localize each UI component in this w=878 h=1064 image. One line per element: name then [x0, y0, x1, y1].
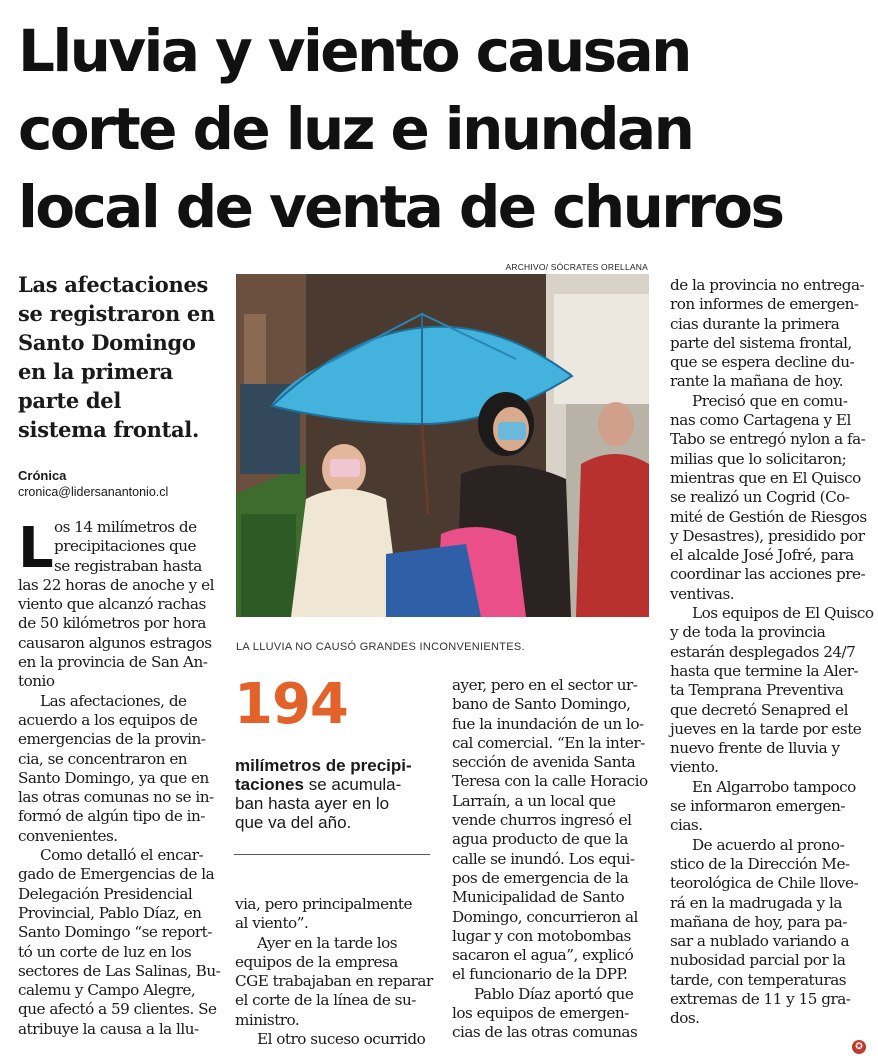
body-line: que decretó Senapred el	[670, 700, 848, 719]
body-line: tarde, con temperaturas	[670, 970, 847, 989]
body-line: teorológica de Chile llove-	[670, 874, 859, 893]
body-line: ministro.	[235, 1010, 300, 1029]
body-line: los equipos de emergen-	[452, 1004, 629, 1023]
body-line: y de toda la provincia	[670, 623, 826, 642]
body-line: el corte de la línea de su-	[235, 991, 416, 1010]
body-line: nubosidad parcial por la	[670, 951, 846, 970]
body-line: Delegación Presidencial	[18, 884, 193, 903]
body-line: viento que alcanzó rachas	[18, 595, 206, 614]
body-line: causaron algunos estragos	[18, 633, 212, 652]
highlight-text-bold: taciones	[235, 775, 304, 794]
photo-caption: LA LLUVIA NO CAUSÓ GRANDES INCONVENIENTES.	[236, 641, 525, 653]
body-line: coordinar las acciones pre-	[670, 565, 866, 584]
body-line: ayer, pero en el sector ur-	[452, 676, 638, 694]
body-line: de 50 kilómetros por hora	[18, 614, 206, 633]
deck	[18, 270, 218, 444]
highlight-text-part: que va del año.	[235, 813, 352, 832]
body-line: cias durante la primera	[670, 314, 840, 333]
body-line: emergencias de la provin-	[18, 730, 206, 749]
body-line: al viento”.	[235, 914, 309, 933]
body-line: se informaron emergen-	[670, 797, 846, 816]
body-line: mientras que en El Quisco	[670, 468, 861, 487]
body-line: CGE trabajaban en reparar	[235, 972, 433, 991]
body-line: que afectó a 59 clientes. Se	[18, 1000, 217, 1019]
body-line: Tabo se entregó nylon a fa-	[670, 430, 866, 449]
body-line: extremas de 11 y 15 gra-	[670, 989, 851, 1008]
body-line: nuevo frente de lluvia y	[670, 739, 840, 758]
body-line: mité de Gestión de Riesgos	[670, 507, 867, 526]
deck-line: en la primera	[18, 359, 173, 384]
body-line: sección de avenida Santa	[452, 753, 636, 772]
deck-line: se registraron en	[18, 301, 215, 326]
byline-section: Crónica	[18, 468, 67, 483]
body-line: En Algarrobo tampoco	[692, 777, 856, 796]
body-line: gado de Emergencias de la	[18, 865, 215, 884]
star-icon: ✪	[852, 1040, 866, 1054]
body-line: lugar y con motobombas	[452, 926, 631, 945]
body-line: tó un corte de luz en los	[18, 942, 192, 961]
body-line: Larraín, a un local que	[452, 791, 616, 810]
body-line: jueves en la tarde por este	[670, 719, 862, 738]
body-line: cias de las otras comunas	[452, 1023, 638, 1042]
body-line: vende churros ingresó el	[452, 811, 632, 830]
headline-line: corte de luz e inundan	[18, 95, 693, 163]
byline-email[interactable]: cronica@lidersanantonio.cl	[18, 485, 169, 499]
headline	[18, 12, 868, 246]
body-line: mañana de hoy, para pa-	[670, 912, 847, 931]
body-line: Los equipos de El Quisco	[692, 604, 874, 623]
body-line: cia, se concentraron en	[18, 749, 188, 768]
body-line: Pablo Díaz aportó que	[474, 984, 634, 1003]
body-line: ventivas.	[670, 584, 735, 603]
body-line: via, pero principalmente	[235, 895, 412, 913]
headline-line: Lluvia y viento causan	[18, 17, 690, 85]
body-line: sar a nublado variando a	[670, 932, 850, 951]
drop-cap: L	[18, 516, 54, 581]
body-line: Ayer en la tarde los	[257, 933, 398, 952]
byline	[18, 468, 168, 500]
body-line: convenientes.	[18, 826, 118, 845]
body-line: milias que lo solicitaron;	[670, 449, 847, 468]
headline-line: local de venta de churros	[18, 173, 783, 241]
body-line: calle se inundó. Los equi-	[452, 849, 635, 868]
highlight-text-part: se acumula-	[303, 775, 402, 794]
deck-line: Las afectaciones	[18, 272, 209, 297]
deck-line: sistema frontal.	[18, 417, 199, 442]
body-line: Domingo, concurrieron al	[452, 907, 638, 926]
body-column-1	[18, 518, 221, 1039]
body-line: hasta que termine la Aler-	[670, 661, 859, 680]
body-line: os 14 milímetros de	[54, 518, 197, 536]
body-line: sacaron el agua”, explicó	[452, 946, 634, 965]
body-line: ta Temprana Preventiva	[670, 681, 844, 700]
highlight-number: 194	[234, 672, 348, 737]
body-line: las 22 horas de anoche y el	[18, 575, 214, 594]
body-line: Precisó que en comu-	[692, 391, 848, 410]
body-line: cias.	[670, 816, 703, 835]
body-column-2	[235, 895, 433, 1049]
body-line: calemu y Campo Alegre,	[18, 981, 196, 1000]
body-line: stico de la Dirección Me-	[670, 854, 850, 873]
body-line: equipos de la empresa	[235, 952, 398, 971]
body-line: Las afectaciones, de	[40, 691, 187, 710]
deck-line: Santo Domingo	[18, 330, 196, 355]
body-line: Santo Domingo “se report-	[18, 923, 212, 942]
body-line: atribuye la causa a la llu-	[18, 1019, 199, 1038]
body-line: parte del sistema frontal,	[670, 333, 852, 352]
body-line: rá en la madrugada y la	[670, 893, 842, 912]
body-line: ron informes de emergen-	[670, 295, 859, 314]
deck-line: parte del	[18, 388, 122, 413]
body-line: agua producto de que la	[452, 830, 628, 849]
body-line: acuerdo a los equipos de	[18, 710, 198, 729]
body-column-4	[670, 276, 874, 1029]
body-line: que se espera decline du-	[670, 353, 855, 372]
photo-illustration	[236, 274, 649, 617]
body-line: el alcalde José Jofré, para	[670, 546, 854, 565]
body-line: nas como Cartagena y El	[670, 411, 851, 430]
highlight-text-part: ban hasta ayer en lo	[235, 794, 390, 813]
body-line: Teresa con la calle Horacio	[452, 772, 648, 791]
body-line: De acuerdo al prono-	[692, 835, 845, 854]
body-line: de la provincia no entrega-	[670, 276, 865, 294]
body-line: rante la mañana de hoy.	[670, 372, 844, 391]
body-line: se realizó un Cogrid (Co-	[670, 488, 850, 507]
body-line: en la provincia de San An-	[18, 653, 208, 672]
highlight-text	[235, 756, 435, 832]
body-line: fue la inundación de un lo-	[452, 714, 644, 733]
body-line: Como detalló el encar-	[40, 846, 204, 865]
body-column-3	[452, 676, 652, 1043]
body-line: y Desastres), presidido por	[670, 526, 865, 545]
body-line: dos.	[670, 1009, 700, 1028]
news-photo	[236, 274, 649, 617]
body-line: bano de Santo Domingo,	[452, 695, 631, 714]
body-line: viento.	[670, 758, 719, 777]
body-line: sectores de Las Salinas, Bu-	[18, 961, 221, 980]
body-line: estarán desplegados 24/7	[670, 642, 856, 661]
body-line: pos de emergencia de la	[452, 868, 629, 887]
body-line: El otro suceso ocurrido	[257, 1030, 426, 1049]
body-line: formó de algún tipo de in-	[18, 807, 205, 826]
body-line: el funcionario de la DPP.	[452, 965, 628, 984]
body-line: Municipalidad de Santo	[452, 888, 625, 907]
body-line: Santo Domingo, ya que en	[18, 768, 209, 787]
body-line: Provincial, Pablo Díaz, en	[18, 903, 202, 922]
body-line: tonio	[18, 672, 55, 691]
body-line: cal comercial. “En la inter-	[452, 733, 645, 752]
body-line: las otras comunas no se in-	[18, 788, 214, 807]
body-line: precipitaciones que	[54, 537, 196, 556]
body-line: se registraban hasta	[54, 556, 202, 575]
divider	[234, 854, 430, 855]
photo-credit: ARCHIVO/ SÓCRATES ORELLANA	[505, 262, 648, 272]
highlight-text-bold: milímetros de precipi-	[235, 756, 412, 775]
